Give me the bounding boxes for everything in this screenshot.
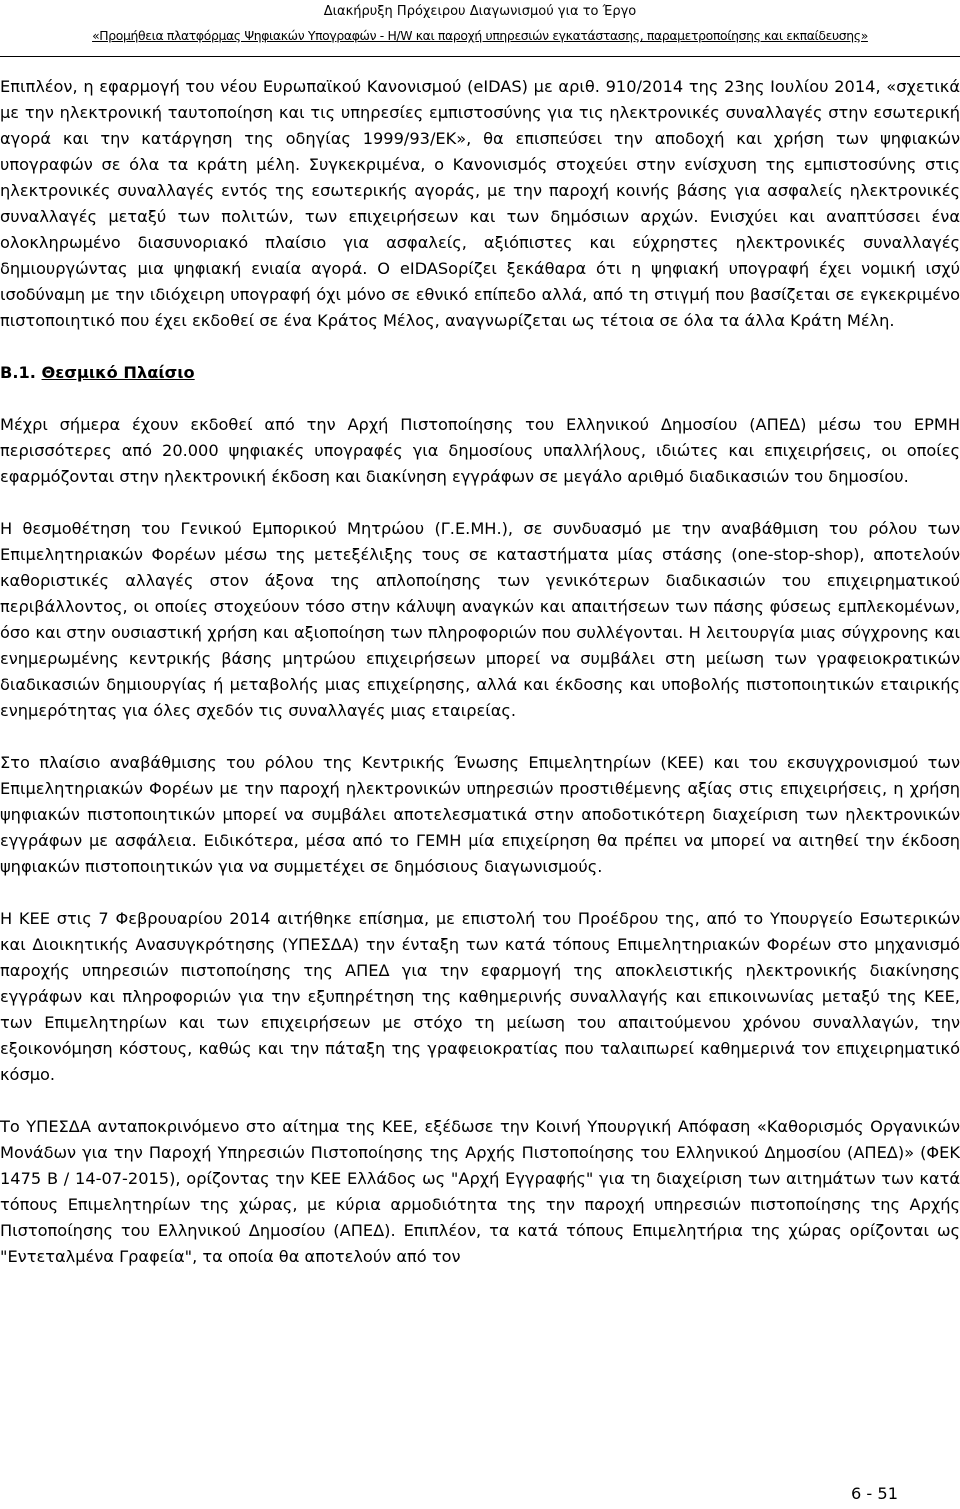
page-header: [0, 0, 960, 46]
section-number: Β.1.: [0, 363, 36, 382]
document-subtitle: «Προμήθεια πλατφόρμας Ψηφιακών Υπογραφών - Η/W και παροχή υπηρεσιών εγκατάστασης, παραμετροποίησης και εκπαίδευσης»: [92, 28, 868, 43]
paragraph-eidas: Επιπλέον, η εφαρμογή του νέου Ευρωπαϊκού Κανονισμού (eIDAS) με αριθ. 910/2014 της 23ης Ιουλίου 2014, «σχετικά με την ηλεκτρονική ταυτοποίηση και τις υπηρεσίες εμπιστοσύνης για τις ηλεκτρονικές συναλλαγές στην εσωτερική αγορά και την κατάργηση της οδηγίας 1999/93/ΕΚ», θα επισπεύσει την αποδοχή και χρήση των ψηφιακών υπογραφών σε όλα τα κράτη μέλη. Συγκεκριμένα, ο Κανονισμός στοχεύει στην ενίσχυση της εμπιστοσύνης στις ηλεκτρονικές συναλλαγές εντός της εσωτερικής αγοράς, με την παροχή κοινής βάσης για ασφαλείς ηλεκτρονικές συναλλαγές μεταξύ των πολιτών, των επιχειρήσεων και των δημόσιων αρχών. Ενισχύει και αναπτύσσει ένα ολοκληρωμένο διασυνοριακό πλαίσιο για ασφαλείς, αξιόπιστες και εύχρηστες ηλεκτρονικές συναλλαγές δημιουργώντας μια ψηφιακή ενιαία αγορά. Ο eIDASορίζει ξεκάθαρα ότι η ψηφιακή υπογραφή έχει νομική ισχύ ισοδύναμη με την ιδιόχειρη υπογραφή όχι μόνο σε εθνικό επίπεδο αλλά, από τη στιγμή που βασίζεται σε εγκεκριμένο πιστοποιητικό που έχει εκδοθεί σε ένα Κράτος Μέλος, αναγνωρίζεται ως τέτοια σε όλα τα άλλα Κράτη Μέλη.: [0, 77, 960, 330]
paragraph-gemi: Η θεσμοθέτηση του Γενικού Εμπορικού Μητρώου (Γ.Ε.ΜΗ.), σε συνδυασμό με την αναβάθμιση του ρόλου των Επιμελητηριακών Φορέων μέσω της μετεξέλιξης τους σε καταστήματα μίας στάσης (one-stop-shop), αποτελούν καθοριστικές αλλαγές στον άξονα της απλοποίησης των γενικότερων διαδικασιών του επιχειρηματικού περιβάλλοντος, οι οποίες στοχεύουν τόσο στην κάλυψη αναγκών και απαιτήσεων των πάσης φύσεως εμπλεκομένων, όσο και στην ουσιαστική χρήση και αξιοποίηση των πληροφοριών που συλλέγονται. Η λειτουργία μιας σύγχρονης και ενημερωμένης κεντρικής βάσης μητρώου επιχειρήσεων μπορεί να συμβάλει στη μείωση των γραφειοκρατικών διαδικασιών δημιουργίας ή μεταβολής μιας επιχείρησης, αλλά και έκδοσης και υποβολής πιστοποιητικών εταιρικής ενημερότητας για όλες σχεδόν τις συναλλαγές μιας εταιρείας.: [0, 519, 960, 720]
paragraph-kee-role: Στο πλαίσιο αναβάθμισης του ρόλου της Κεντρικής Ένωσης Επιμελητηρίων (ΚΕΕ) και του εκσυγχρονισμού των Επιμελητηριακών Φορέων με την παροχή ηλεκτρονικών υπηρεσιών προστιθέμενης αξίας στις επιχειρήσεις, η χρήση ψηφιακών πιστοποιητικών μπορεί να συμβάλει αποτελεσματικά στην αποδοτικότερη διαχείριση των ηλεκτρονικών εγγράφων με ασφάλεια. Ειδικότερα, μέσα από το ΓΕΜΗ μία επιχείρηση θα πρέπει να μπορεί να αιτηθεί την έκδοση ψηφιακών πιστοποιητικών για να συμμετέχει σε δημόσιους διαγωνισμούς.: [0, 753, 960, 876]
document-title: Διακήρυξη Πρόχειρου Διαγωνισμού για το Έργο: [323, 4, 637, 19]
section-heading: [0, 360, 960, 386]
paragraph-ypesda-decision: Το ΥΠΕΣΔΑ ανταποκρινόμενο στο αίτημα της ΚΕΕ, εξέδωσε την Κοινή Υπουργική Απόφαση «Καθορισμός Οργανικών Μονάδων για την Παροχή Υπηρεσιών Πιστοποίησης της Αρχής Πιστοποίησης του Ελληνικού Δημοσίου (ΑΠΕΔ)» (ΦΕΚ 1475 Β / 14-07-2015), ορίζοντας την ΚΕΕ Ελλάδος ως "Αρχή Εγγραφής" για τη διαχείριση των αιτημάτων των κατά τόπους Επιμελητηρίων της χώρας, με κύρια αρμοδιότητα της την παροχή υπηρεσιών πιστοποίησης της Αρχής Πιστοποίησης του Ελληνικού Δημοσίου (ΑΠΕΔ). Επιπλέον, τα κατά τόπους Επιμελητήρια της χώρας ορίζονται ως "Εντεταλμένα Γραφεία", τα οποία θα αποτελούν από τον: [0, 1117, 960, 1266]
document-body: [0, 74, 960, 1296]
section-title: Θεσμικό Πλαίσιο: [41, 363, 195, 382]
paragraph-kee-request: Η ΚΕΕ στις 7 Φεβρουαρίου 2014 αιτήθηκε επίσημα, με επιστολή του Προέδρου της, από το Υπουργείο Εσωτερικών και Διοικητικής Ανασυγκρότησης (ΥΠΕΣΔΑ) την ένταξη των κατά τόπους Επιμελητηριακών Φορέων στο μηχανισμό παροχής υπηρεσιών πιστοποίησης της ΑΠΕΔ για την εφαρμογή της αποκλειστικής ηλεκτρονικής διακίνησης εγγράφων και πληροφοριών για την εξυπηρέτηση της καθημερινής συναλλαγής και επικοινωνίας μεταξύ της ΚΕΕ, των Επιμελητηρίων και των επιχειρήσεων με στόχο τη μείωση του απαιτούμενου χρόνου συναλλαγών, την εξοικονόμηση κόστους, καθώς και την πάταξη της γραφειοκρατίας που ταλαιπωρεί καθημερινά τον επιχειρηματικό κόσμο.: [0, 909, 960, 1084]
page-number: 6 - 51: [850, 1484, 898, 1503]
paragraph-aped: Μέχρι σήμερα έχουν εκδοθεί από την Αρχή Πιστοποίησης του Ελληνικού Δημοσίου (ΑΠΕΔ) μέσω του ΕΡΜΗ περισσότερες από 20.000 ψηφιακές υπογραφές για δημοσίους υπαλλήλους, ιδιώτες και επιχειρήσεις, οι οποίες εφαρμόζονται στην ηλεκτρονική έκδοση και διακίνηση εγγράφων σε μεγάλο αριθμό διαδικασιών του δημοσίου.: [0, 415, 960, 486]
header-divider: [0, 56, 960, 57]
